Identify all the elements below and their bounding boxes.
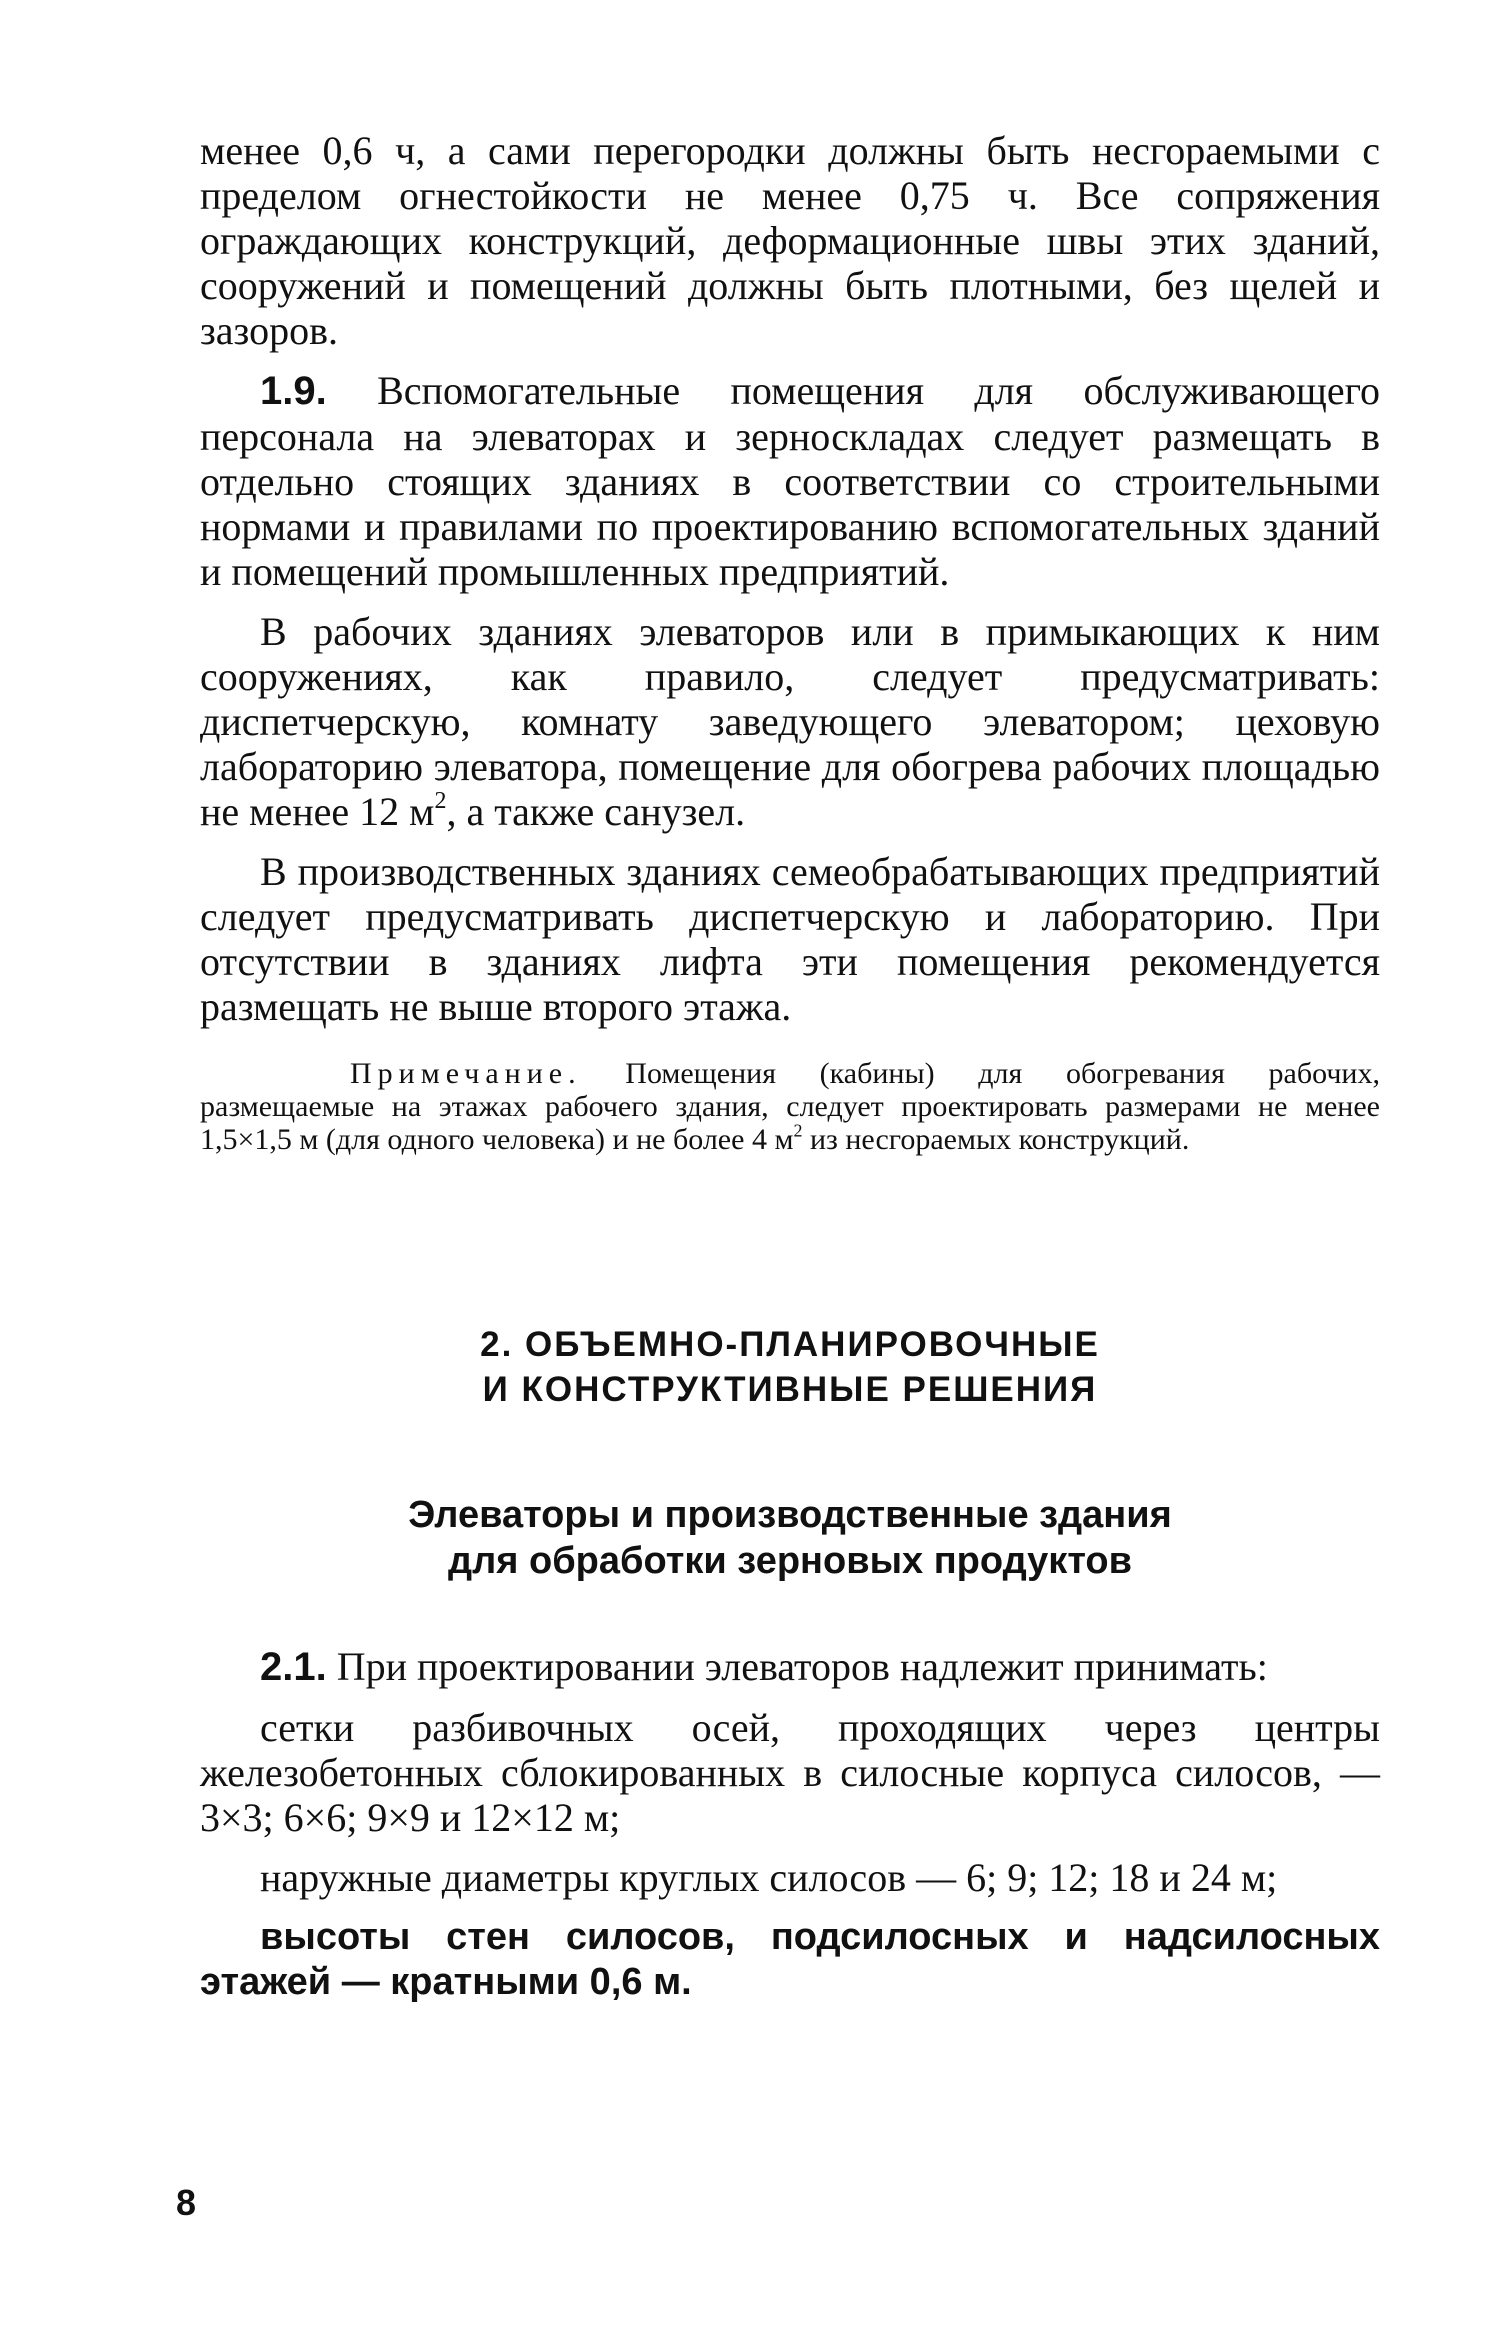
clause-1-9 (200, 368, 1380, 594)
paragraph-working-buildings: В рабочих зданиях элеваторов или в примыкающих к ним сооружениях, как правило, следует предусматривать: диспетчерскую, комнату заведующего элеватором; цеховую лабораторию элеватора, помещение для обогрева рабочих площадью не менее 12 $м^2$, а также санузел. (200, 609, 1380, 834)
clause-text: При проектировании элеваторов надлежит принимать: (336, 1644, 1268, 1689)
note-label: Примечание. (350, 1057, 582, 1090)
page-number: 8 (176, 2182, 197, 2223)
sub-heading: Элеваторы и производственные здания для обработки зерновых продуктов (408, 1494, 1172, 1582)
note: Примечание. Помещения (кабины) для обогревания рабочих, размещаемые на этажах рабочего здания, следует проектировать размерами не менее 1,5×1,5 м (для одного человека) и не более 4 $м^2$ из несгораемых конструкций. (200, 1057, 1380, 1156)
clause-2-1 (200, 1644, 1380, 1690)
list-item-grid: сетки разбивочных осей, проходящих через центры железобетонных сблокированных в силосные корпуса силосов, — 3×3; 6×6; 9×9 и 12×12 м; (200, 1705, 1380, 1840)
clause-number: 1.9. (260, 369, 327, 413)
paragraph-production-buildings: В производственных зданиях семеобрабатывающих предприятий следует предусматривать диспетчерскую и лабораторию. При отсутствии в зданиях лифта эти помещения рекомендуется размещать не выше второго этажа. (200, 849, 1380, 1029)
page-content (200, 128, 1380, 2020)
list-item-diameters: наружные диаметры круглых силосов — 6; 9; 12; 18 и 24 м; (260, 1855, 1278, 1900)
list-item-heights: высоты стен силосов, подсилосных и надсилосных этажей — кратными 0,6 м. (200, 1916, 1380, 2003)
clause-number: 2.1. (260, 1645, 327, 1689)
section-heading: 2. ОБЪЕМНО-ПЛАНИРОВОЧНЫЕ И КОНСТРУКТИВНЫЕ РЕШЕНИЯ (480, 1325, 1100, 1409)
paragraph-continuation: менее 0,6 ч, а сами перегородки должны быть несгораемыми с пределом огнестойкости не менее 0,75 ч. Все сопряжения ограждающих конструкций, деформационные швы этих зданий, сооружений и помещений должны быть плотными, без щелей и зазоров. (200, 128, 1380, 353)
clause-text: Вспомогательные помещения для обслуживающего персонала на элеваторах и зерноскладах следует размещать в отдельно стоящих зданиях в соответствии со строительными нормами и правилами по проектированию вспомогательных зданий и помещений промышленных предприятий. (200, 368, 1380, 594)
